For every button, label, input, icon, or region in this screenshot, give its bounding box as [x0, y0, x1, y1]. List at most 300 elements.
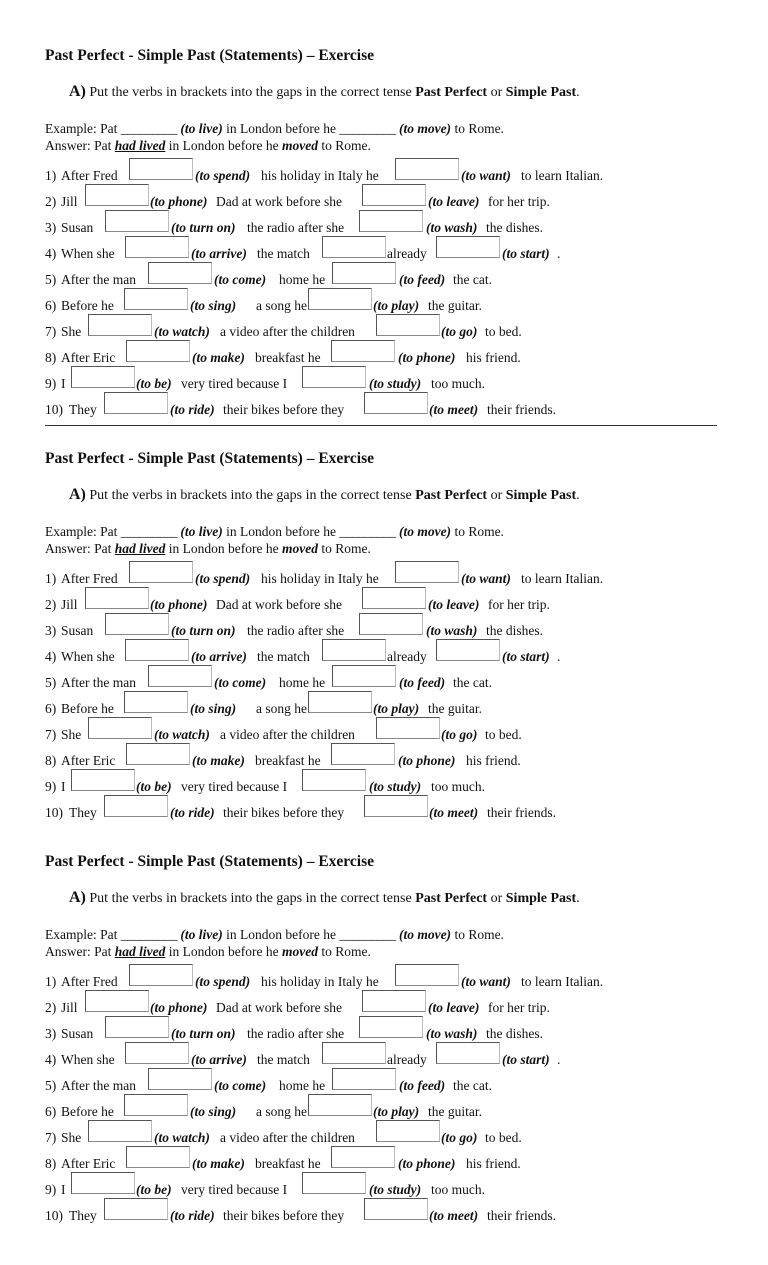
item-number: 5) [45, 1078, 57, 1093]
item-verb-cue: (to play) [373, 701, 420, 716]
item-number: 5) [45, 272, 57, 287]
item-verb-cue: (to leave) [428, 597, 480, 612]
answer-gap-3[interactable] [436, 1042, 500, 1064]
exercise-item [45, 1150, 725, 1176]
item-text: Susan [61, 623, 94, 638]
item-text: to learn Italian. [521, 168, 604, 183]
answer-verb: had lived [114, 944, 166, 959]
item-verb-cue: (to make) [192, 1156, 245, 1171]
answer-end: to Rome. [321, 944, 371, 959]
instruction [69, 486, 580, 504]
item-number: 3) [45, 220, 57, 235]
item-number: 7) [45, 324, 57, 339]
example-blank: _________ [339, 524, 396, 539]
answer-gap-1[interactable] [85, 990, 149, 1012]
answer-gap-1[interactable] [124, 691, 188, 713]
item-number: 2) [45, 597, 57, 612]
item-verb-cue: (to wash) [426, 220, 478, 235]
instruction-option-simple-past: Simple Past [505, 488, 577, 503]
item-text: After the man [61, 675, 136, 690]
item-text: the match [257, 246, 310, 261]
example-verb: (to move) [398, 121, 452, 136]
answer-gap-2[interactable] [302, 1172, 366, 1194]
example-verb: (to live) [180, 927, 223, 942]
item-verb-cue: (to arrive) [191, 246, 247, 261]
item-verb-cue: (to meet) [429, 1208, 479, 1223]
example-blank: _________ [120, 121, 177, 136]
item-verb-cue: (to watch) [154, 727, 210, 742]
item-text: his holiday in Italy he [261, 168, 379, 183]
item-text: to bed. [485, 727, 522, 742]
item-text: She [61, 1130, 82, 1145]
example-end: to Rome. [454, 121, 504, 136]
item-text: his friend. [466, 350, 521, 365]
instruction-letter: A) [69, 889, 86, 906]
item-text: already [387, 246, 427, 261]
answer-gap-1[interactable] [129, 158, 193, 180]
item-text: Jill [61, 1000, 78, 1015]
item-number: 4) [45, 246, 57, 261]
example-verb: (to live) [180, 524, 223, 539]
item-verb-cue: (to study) [369, 1182, 422, 1197]
item-verb-cue: (to study) [369, 779, 422, 794]
answer-gap-2[interactable] [331, 743, 395, 765]
item-text: home he [279, 675, 326, 690]
answer-verb: had lived [114, 138, 166, 153]
instruction-text: Put the verbs in brackets into the gaps in the correct tense [89, 85, 412, 100]
answer-gap-1[interactable] [88, 717, 152, 739]
item-text: After Fred [61, 168, 118, 183]
item-verb-cue: (to make) [192, 350, 245, 365]
exercise-item [45, 396, 725, 422]
item-text: a video after the children [220, 727, 355, 742]
item-text: After the man [61, 1078, 136, 1093]
answer-gap-1[interactable] [104, 1198, 168, 1220]
item-verb-cue: (to start) [502, 649, 550, 664]
answer-gap-1[interactable] [85, 184, 149, 206]
example-verb: (to move) [398, 927, 452, 942]
item-verb-cue: (to turn on) [171, 1026, 236, 1041]
item-number: 2) [45, 194, 57, 209]
item-number: 6) [45, 1104, 57, 1119]
item-text: their bikes before they [223, 402, 345, 417]
item-number: 9) [45, 376, 57, 391]
answer-gap-1[interactable] [71, 769, 135, 791]
item-text: the match [257, 649, 310, 664]
item-verb-cue: (to meet) [429, 805, 479, 820]
example-subject: Pat [100, 524, 118, 539]
item-verb-cue: (to spend) [195, 974, 251, 989]
item-text: the cat. [453, 1078, 492, 1093]
example-blank: _________ [339, 121, 396, 136]
item-verb-cue: (to meet) [429, 402, 479, 417]
example-label: Example: [45, 927, 97, 942]
item-text: Dad at work before she [216, 1000, 342, 1015]
item-text: for her trip. [488, 597, 550, 612]
item-text: the dishes. [486, 220, 543, 235]
section-divider [45, 425, 717, 426]
item-number: 5) [45, 675, 57, 690]
answer-gap-1[interactable] [105, 1016, 169, 1038]
answer-gap-2[interactable] [359, 613, 423, 635]
item-verb-cue: (to spend) [195, 571, 251, 586]
instruction-or: or [490, 85, 503, 100]
item-text: I [61, 376, 66, 391]
exercise-title: Past Perfect - Simple Past (Statements) – Exercise [45, 450, 374, 467]
example-line [45, 524, 504, 540]
item-text: a video after the children [220, 324, 355, 339]
item-verb-cue: (to sing) [190, 701, 237, 716]
answer-line [45, 541, 371, 557]
item-text: After Eric [61, 350, 116, 365]
item-text: Dad at work before she [216, 194, 342, 209]
answer-gap-1[interactable] [148, 1068, 212, 1090]
example-end: to Rome. [454, 927, 504, 942]
item-verb-cue: (to be) [136, 376, 172, 391]
example-subject: Pat [100, 927, 118, 942]
answer-gap-2[interactable] [302, 366, 366, 388]
answer-gap-1[interactable] [129, 561, 193, 583]
item-text: They [69, 805, 97, 820]
item-text: . [557, 1052, 561, 1067]
example-label: Example: [45, 121, 97, 136]
answer-gap-1[interactable] [104, 795, 168, 817]
item-text: home he [279, 1078, 326, 1093]
item-verb-cue: (to be) [136, 1182, 172, 1197]
answer-gap-2[interactable] [332, 262, 396, 284]
answer-gap-2[interactable] [331, 1146, 395, 1168]
item-text: . [557, 649, 561, 664]
item-number: 1) [45, 571, 57, 586]
item-verb-cue: (to ride) [170, 402, 215, 417]
answer-gap-2[interactable] [395, 158, 459, 180]
instruction-option-past-perfect: Past Perfect [415, 85, 488, 100]
answer-label: Answer: [45, 541, 91, 556]
item-text: breakfast he [255, 350, 321, 365]
answer-gap-1[interactable] [126, 743, 190, 765]
instruction-end: . [576, 891, 580, 906]
item-verb-cue: (to study) [369, 376, 422, 391]
item-verb-cue: (to come) [214, 675, 267, 690]
item-verb-cue: (to leave) [428, 194, 480, 209]
item-text: too much. [431, 376, 485, 391]
item-text: his friend. [466, 753, 521, 768]
answer-mid: in London before he [168, 541, 279, 556]
answer-gap-1[interactable] [126, 1146, 190, 1168]
instruction-end: . [576, 488, 580, 503]
answer-gap-2[interactable] [362, 990, 426, 1012]
item-text: the guitar. [428, 298, 482, 313]
answer-verb: had lived [114, 541, 166, 556]
item-text: his holiday in Italy he [261, 974, 379, 989]
item-number: 3) [45, 1026, 57, 1041]
example-blank: _________ [339, 927, 396, 942]
item-text: their bikes before they [223, 805, 345, 820]
item-text: their bikes before they [223, 1208, 345, 1223]
example-blank: _________ [120, 927, 177, 942]
answer-gap-2[interactable] [331, 340, 395, 362]
item-number: 4) [45, 1052, 57, 1067]
answer-verb: moved [281, 541, 318, 556]
exercise-item [45, 799, 725, 825]
answer-gap-1[interactable] [125, 236, 189, 258]
item-verb-cue: (to be) [136, 779, 172, 794]
item-verb-cue: (to want) [461, 974, 511, 989]
answer-gap-2[interactable] [302, 769, 366, 791]
item-number: 8) [45, 753, 57, 768]
item-text: to learn Italian. [521, 571, 604, 586]
example-mid: in London before he [226, 524, 336, 539]
answer-subject: Pat [94, 541, 112, 556]
answer-label: Answer: [45, 138, 91, 153]
item-text: . [557, 246, 561, 261]
answer-gap-2[interactable] [395, 561, 459, 583]
instruction-option-past-perfect: Past Perfect [415, 488, 488, 503]
answer-gap-2[interactable] [322, 1042, 386, 1064]
answer-gap-2[interactable] [332, 1068, 396, 1090]
item-number: 3) [45, 623, 57, 638]
item-verb-cue: (to phone) [150, 194, 208, 209]
answer-gap-2[interactable] [376, 314, 440, 336]
item-text: When she [61, 1052, 115, 1067]
item-verb-cue: (to ride) [170, 805, 215, 820]
item-number: 8) [45, 1156, 57, 1171]
item-number: 4) [45, 649, 57, 664]
item-text: their friends. [487, 402, 556, 417]
answer-gap-2[interactable] [364, 392, 428, 414]
item-text: too much. [431, 779, 485, 794]
item-text: the cat. [453, 272, 492, 287]
example-label: Example: [45, 524, 97, 539]
item-number: 1) [45, 168, 57, 183]
item-text: Susan [61, 1026, 94, 1041]
item-verb-cue: (to start) [502, 1052, 550, 1067]
item-verb-cue: (to phone) [150, 597, 208, 612]
item-verb-cue: (to spend) [195, 168, 251, 183]
exercise-title: Past Perfect - Simple Past (Statements) – Exercise [45, 47, 374, 64]
instruction-or: or [490, 891, 503, 906]
answer-gap-2[interactable] [322, 639, 386, 661]
item-text: a video after the children [220, 1130, 355, 1145]
item-verb-cue: (to turn on) [171, 623, 236, 638]
answer-label: Answer: [45, 944, 91, 959]
instruction-end: . [576, 85, 580, 100]
item-verb-cue: (to make) [192, 753, 245, 768]
example-blank: _________ [120, 524, 177, 539]
instruction-letter: A) [69, 486, 86, 503]
instruction-option-past-perfect: Past Perfect [415, 891, 488, 906]
item-text: I [61, 1182, 66, 1197]
instruction-letter: A) [69, 83, 86, 100]
item-verb-cue: (to sing) [190, 298, 237, 313]
item-text: to learn Italian. [521, 974, 604, 989]
item-text: the cat. [453, 675, 492, 690]
item-text: the dishes. [486, 623, 543, 638]
item-text: very tired because I [181, 779, 288, 794]
item-verb-cue: (to turn on) [171, 220, 236, 235]
item-verb-cue: (to go) [441, 324, 478, 339]
instruction-or: or [490, 488, 503, 503]
answer-gap-1[interactable] [126, 340, 190, 362]
answer-gap-2[interactable] [332, 665, 396, 687]
answer-gap-3[interactable] [436, 639, 500, 661]
instruction-text: Put the verbs in brackets into the gaps in the correct tense [89, 891, 412, 906]
item-number: 6) [45, 298, 57, 313]
item-text: Before he [61, 1104, 114, 1119]
answer-gap-2[interactable] [376, 1120, 440, 1142]
item-text: Jill [61, 194, 78, 209]
item-text: She [61, 727, 82, 742]
answer-gap-1[interactable] [85, 587, 149, 609]
answer-gap-1[interactable] [148, 262, 212, 284]
item-text: Before he [61, 298, 114, 313]
answer-end: to Rome. [321, 541, 371, 556]
item-verb-cue: (to play) [373, 1104, 420, 1119]
item-text: a song he [256, 701, 307, 716]
answer-gap-1[interactable] [105, 210, 169, 232]
item-number: 9) [45, 779, 57, 794]
answer-gap-2[interactable] [362, 184, 426, 206]
answer-line [45, 138, 371, 154]
example-mid: in London before he [226, 927, 336, 942]
item-number: 10) [45, 402, 63, 417]
item-text: When she [61, 649, 115, 664]
item-verb-cue: (to want) [461, 168, 511, 183]
item-text: the radio after she [247, 623, 345, 638]
item-number: 9) [45, 1182, 57, 1197]
item-number: 6) [45, 701, 57, 716]
answer-subject: Pat [94, 944, 112, 959]
answer-mid: in London before he [168, 138, 279, 153]
item-text: very tired because I [181, 376, 288, 391]
answer-gap-1[interactable] [124, 288, 188, 310]
item-number: 10) [45, 805, 63, 820]
item-text: breakfast he [255, 753, 321, 768]
answer-gap-1[interactable] [71, 1172, 135, 1194]
instruction-text: Put the verbs in brackets into the gaps in the correct tense [89, 488, 412, 503]
item-text: After Fred [61, 571, 118, 586]
example-verb: (to live) [180, 121, 223, 136]
item-text: a song he [256, 298, 307, 313]
item-verb-cue: (to go) [441, 1130, 478, 1145]
item-verb-cue: (to phone) [398, 753, 456, 768]
answer-verb: moved [281, 138, 318, 153]
answer-end: to Rome. [321, 138, 371, 153]
item-text: I [61, 779, 66, 794]
item-text: a song he [256, 1104, 307, 1119]
item-text: After Fred [61, 974, 118, 989]
answer-gap-1[interactable] [124, 1094, 188, 1116]
item-text: the match [257, 1052, 310, 1067]
answer-mid: in London before he [168, 944, 279, 959]
item-verb-cue: (to arrive) [191, 649, 247, 664]
answer-gap-2[interactable] [308, 288, 372, 310]
exercise-item [45, 1202, 725, 1228]
item-text: After Eric [61, 753, 116, 768]
item-verb-cue: (to leave) [428, 1000, 480, 1015]
item-number: 7) [45, 727, 57, 742]
item-text: After the man [61, 272, 136, 287]
item-text: for her trip. [488, 194, 550, 209]
example-line [45, 121, 504, 137]
item-text: very tired because I [181, 1182, 288, 1197]
exercise-item [45, 344, 725, 370]
answer-gap-2[interactable] [362, 587, 426, 609]
item-verb-cue: (to feed) [399, 1078, 446, 1093]
item-verb-cue: (to feed) [399, 272, 446, 287]
example-verb: (to move) [398, 524, 452, 539]
answer-gap-1[interactable] [88, 314, 152, 336]
item-text: his friend. [466, 1156, 521, 1171]
answer-line [45, 944, 371, 960]
item-text: already [387, 649, 427, 664]
item-text: home he [279, 272, 326, 287]
answer-gap-2[interactable] [359, 1016, 423, 1038]
item-text: After Eric [61, 1156, 116, 1171]
answer-gap-2[interactable] [364, 1198, 428, 1220]
answer-gap-3[interactable] [436, 236, 500, 258]
instruction-option-simple-past: Simple Past [505, 891, 577, 906]
instruction [69, 83, 580, 101]
answer-subject: Pat [94, 138, 112, 153]
item-text: the guitar. [428, 1104, 482, 1119]
item-verb-cue: (to phone) [398, 1156, 456, 1171]
answer-gap-2[interactable] [322, 236, 386, 258]
item-text: the guitar. [428, 701, 482, 716]
answer-gap-2[interactable] [395, 964, 459, 986]
instruction-option-simple-past: Simple Past [505, 85, 577, 100]
example-mid: in London before he [226, 121, 336, 136]
item-verb-cue: (to wash) [426, 1026, 478, 1041]
item-text: to bed. [485, 324, 522, 339]
answer-gap-2[interactable] [364, 795, 428, 817]
item-number: 8) [45, 350, 57, 365]
item-verb-cue: (to wash) [426, 623, 478, 638]
answer-gap-1[interactable] [125, 639, 189, 661]
item-verb-cue: (to play) [373, 298, 420, 313]
item-text: too much. [431, 1182, 485, 1197]
item-text: Susan [61, 220, 94, 235]
item-number: 10) [45, 1208, 63, 1223]
item-text: their friends. [487, 1208, 556, 1223]
answer-gap-2[interactable] [376, 717, 440, 739]
item-text: his holiday in Italy he [261, 571, 379, 586]
item-text: They [69, 402, 97, 417]
answer-gap-1[interactable] [71, 366, 135, 388]
answer-gap-2[interactable] [308, 691, 372, 713]
item-text: When she [61, 246, 115, 261]
answer-gap-1[interactable] [125, 1042, 189, 1064]
answer-gap-1[interactable] [129, 964, 193, 986]
example-subject: Pat [100, 121, 118, 136]
answer-gap-2[interactable] [308, 1094, 372, 1116]
item-verb-cue: (to start) [502, 246, 550, 261]
item-text: Dad at work before she [216, 597, 342, 612]
item-text: the radio after she [247, 220, 345, 235]
answer-verb: moved [281, 944, 318, 959]
answer-gap-1[interactable] [105, 613, 169, 635]
item-verb-cue: (to watch) [154, 324, 210, 339]
item-verb-cue: (to watch) [154, 1130, 210, 1145]
answer-gap-1[interactable] [148, 665, 212, 687]
item-text: Before he [61, 701, 114, 716]
item-text: the radio after she [247, 1026, 345, 1041]
item-verb-cue: (to sing) [190, 1104, 237, 1119]
answer-gap-2[interactable] [359, 210, 423, 232]
item-verb-cue: (to come) [214, 1078, 267, 1093]
answer-gap-1[interactable] [88, 1120, 152, 1142]
answer-gap-1[interactable] [104, 392, 168, 414]
